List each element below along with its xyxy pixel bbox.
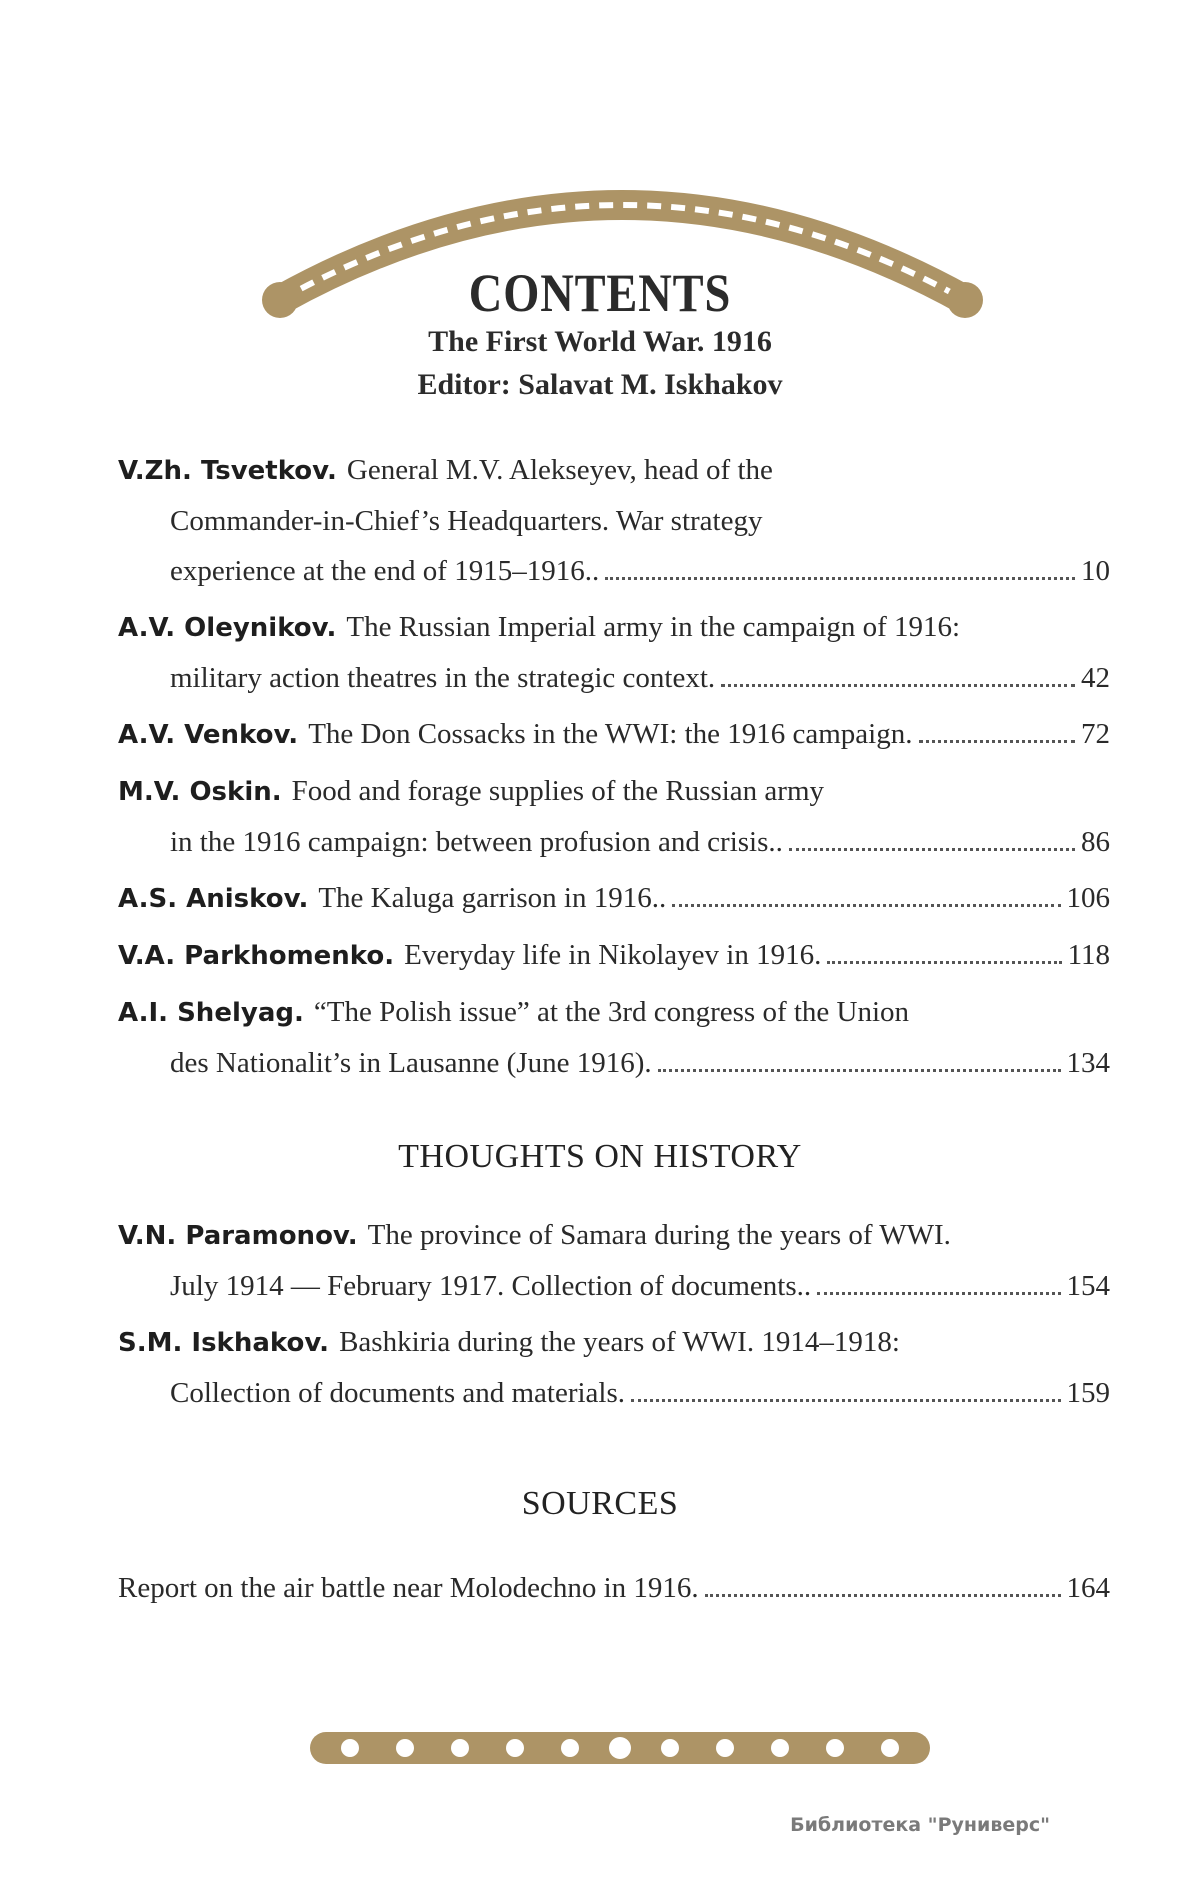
dot-leader — [789, 848, 1075, 851]
dot-leader — [827, 961, 1061, 964]
dot-leader — [631, 1399, 1060, 1402]
entry-title-line: Food and forage supplies of the Russian army — [291, 775, 825, 807]
dot-leader — [721, 684, 1075, 687]
entry-title-line: Collection of documents and materials. — [170, 1377, 626, 1409]
editor-line: Editor: Salavat M. Iskhakov — [417, 368, 783, 401]
entry-title-line: The Kaluga garrison in 1916.. — [318, 882, 667, 914]
entry-author: S.M. Iskhakov. — [118, 1328, 330, 1358]
dot-leader — [672, 904, 1060, 907]
section-heading: THOUGHTS ON HISTORY — [398, 1138, 802, 1175]
toc-section-main — [118, 445, 1110, 1088]
entry-page: 134 — [1066, 1047, 1110, 1079]
toc-entry — [118, 709, 1110, 760]
dot-leader — [605, 577, 1075, 580]
entry-author: M.V. Oskin. — [118, 777, 282, 807]
dot-leader — [705, 1594, 1061, 1597]
entry-author: A.V. Venkov. — [118, 720, 299, 750]
entry-title-line: Commander-in-Chief’s Headquarters. War strategy — [170, 505, 763, 537]
entry-author: V.Zh. Tsvetkov. — [118, 456, 337, 486]
entry-page: 72 — [1081, 718, 1110, 750]
dot-leader — [817, 1292, 1060, 1295]
entry-page: 154 — [1066, 1270, 1110, 1302]
entry-page: 42 — [1081, 662, 1110, 694]
entry-page: 118 — [1067, 939, 1110, 971]
entry-title-line: Bashkiria during the years of WWI. 1914–1918: — [339, 1326, 900, 1358]
entry-page: 159 — [1066, 1377, 1110, 1409]
toc-entry — [118, 1210, 1110, 1311]
entry-author: V.N. Paramonov. — [118, 1221, 358, 1251]
page-title: CONTENTS — [468, 263, 732, 323]
toc-entry — [118, 987, 1110, 1088]
library-watermark: Библиотека "Руниверс" — [790, 1814, 1050, 1836]
entry-page: 106 — [1066, 882, 1110, 914]
toc-entry — [118, 1563, 1110, 1613]
entry-title-line: “The Polish issue” at the 3rd congress of the Union — [313, 996, 910, 1028]
entry-title-line: des Nationalit’s in Lausanne (June 1916). — [170, 1047, 652, 1079]
toc-entry — [118, 602, 1110, 703]
entry-title-line: Report on the air battle near Molodechno in 1916. — [118, 1572, 699, 1604]
toc-section-thoughts — [118, 1210, 1110, 1418]
entry-title-line: in the 1916 campaign: between profusion and crisis.. — [170, 826, 783, 858]
dot-leader — [919, 740, 1076, 743]
entry-author: A.V. Oleynikov. — [118, 613, 337, 643]
toc-entry — [118, 930, 1110, 981]
entry-page: 164 — [1066, 1572, 1110, 1604]
entry-page: 10 — [1081, 555, 1110, 587]
toc-entry — [118, 766, 1110, 867]
toc-entry — [118, 1317, 1110, 1418]
entry-title-line: The province of Samara during the years of WWI. — [367, 1219, 951, 1251]
entry-author: V.A. Parkhomenko. — [118, 941, 395, 971]
entry-author: A.S. Aniskov. — [118, 884, 309, 914]
entry-title-line: General M.V. Alekseyev, head of the — [346, 454, 773, 486]
entry-title-line: The Russian Imperial army in the campaign of 1916: — [346, 611, 961, 643]
toc-entry — [118, 445, 1110, 596]
page-subtitle: The First World War. 1916 — [428, 325, 772, 358]
entry-title-line: July 1914 — February 1917. Collection of documents.. — [170, 1270, 812, 1302]
entry-title-line: military action theatres in the strategic context. — [170, 662, 716, 694]
entry-title-line: experience at the end of 1915–1916.. — [170, 555, 600, 587]
toc-entry — [118, 873, 1110, 924]
entry-title-line: Everyday life in Nikolayev in 1916. — [404, 939, 822, 971]
section-heading: SOURCES — [521, 1485, 679, 1522]
toc-section-sources — [118, 1563, 1110, 1613]
ornament-bottom — [310, 1718, 930, 1778]
dot-leader — [658, 1069, 1061, 1072]
entry-page: 86 — [1081, 826, 1110, 858]
entry-title-line: The Don Cossacks in the WWI: the 1916 campaign. — [308, 718, 913, 750]
entry-author: A.I. Shelyag. — [118, 998, 304, 1028]
